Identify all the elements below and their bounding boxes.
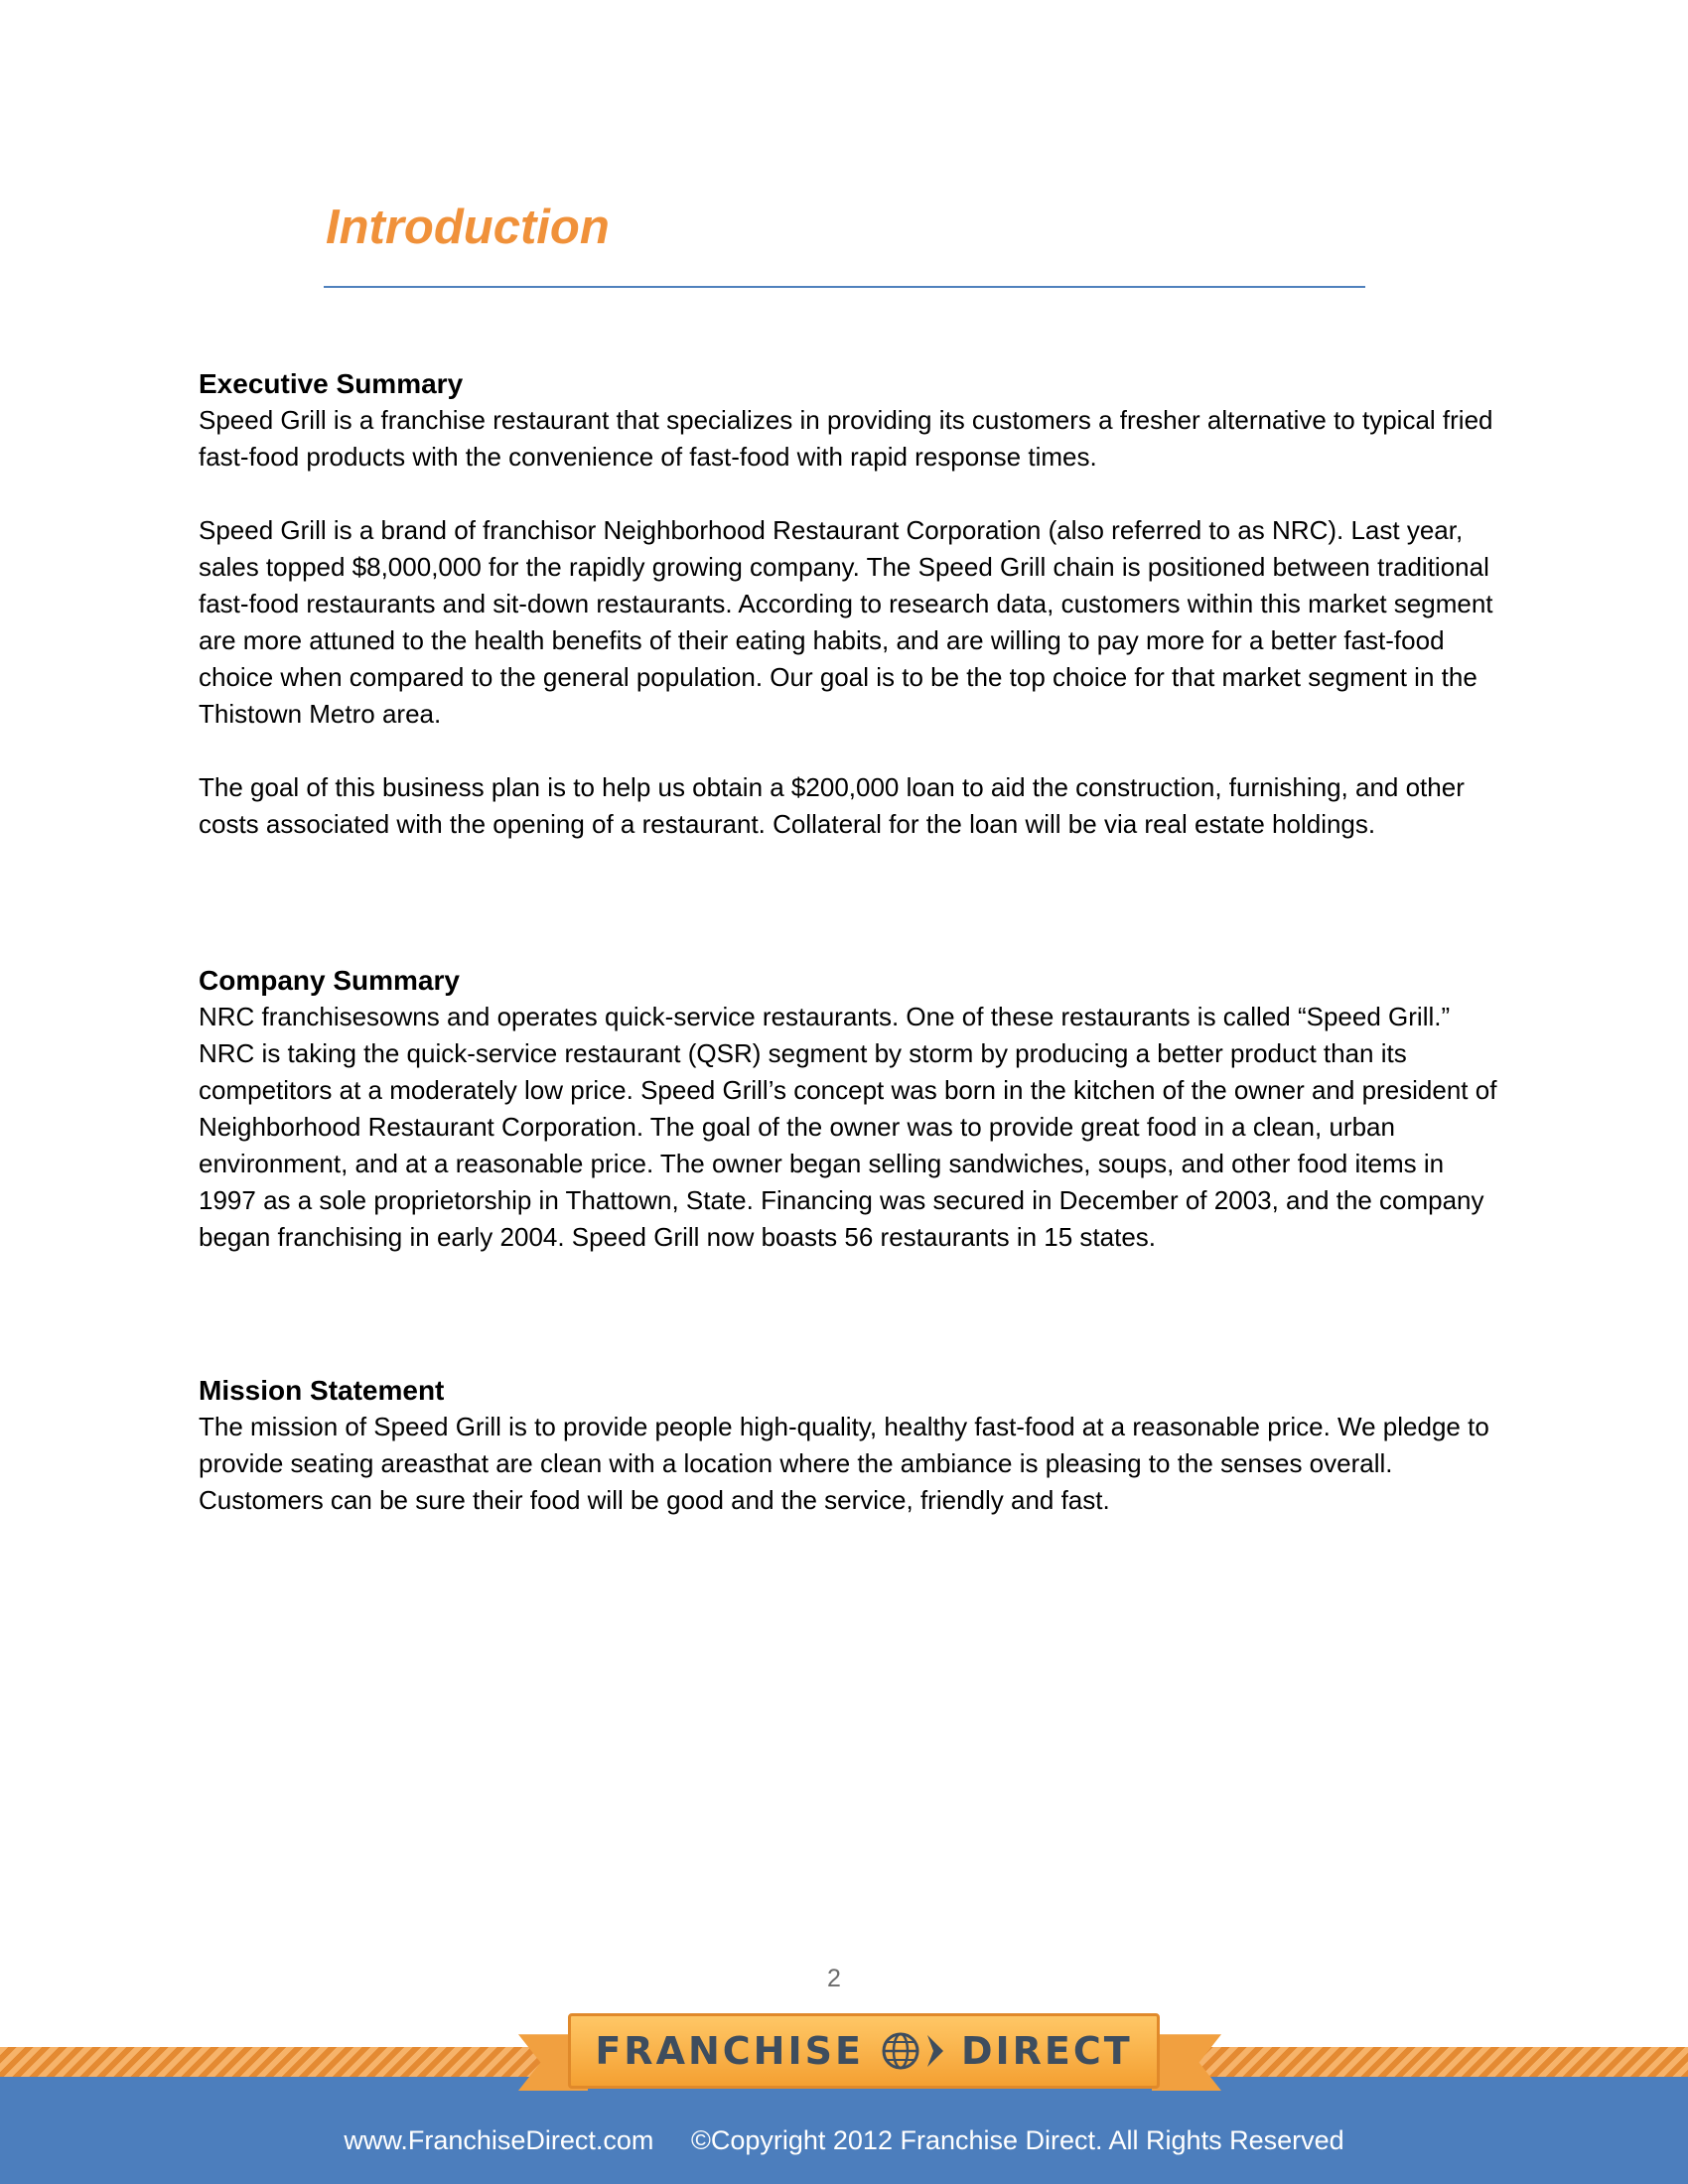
website-link[interactable]: www.FranchiseDirect.com [344, 2125, 654, 2155]
logo-word-franchise: FRANCHISE [595, 2029, 864, 2073]
title-divider [324, 286, 1365, 288]
mission-statement-section [199, 1372, 1499, 1519]
executive-summary-section [199, 365, 1499, 843]
paragraph: The goal of this business plan is to help us obtain a $200,000 loan to aid the construction, furnishing, and other costs associated with the opening of a restaurant. Collateral for the loan will be via real estate holdings. [199, 772, 1465, 839]
copyright-text: ©Copyright 2012 Franchise Direct. All Rights Reserved [690, 2125, 1344, 2155]
paragraph: The mission of Speed Grill is to provide people high-quality, healthy fast-food at a reasonable price. We pledge to provide seating areasthat are clean with a location where the ambiance is pleasing to the senses overall. Customers can be sure their food will be good and the service, friendly and fast. [199, 1412, 1489, 1515]
page-number: 2 [827, 1965, 841, 1992]
section-title: Mission Statement [199, 1375, 445, 1406]
paragraph: NRC franchisesowns and operates quick-service restaurants. One of these restaurants is called “Speed Grill.” NRC is taking the quick-service restaurant (QSR) segment by storm by producing a better product than its competitors at a moderately low price. Speed Grill’s concept was born in the kitchen of the owner and president of Neighborhood Restaurant Corporation. The goal of the owner was to provide great food in a clean, urban environment, and at a reasonable price. The owner began selling sandwiches, soups, and other food items in 1997 as a sole proprietorship in Thattown, State. Financing was secured in December of 2003, and the company began franchising in early 2004. Speed Grill now boasts 56 restaurants in 15 states. [199, 1002, 1497, 1252]
globe-icon [880, 2030, 921, 2072]
paragraph: Speed Grill is a franchise restaurant that specializes in providing its customers a fresher alternative to typical fried fast-food products with the convenience of fast-food with rapid response times. [199, 405, 1493, 472]
footer-text [0, 2125, 1688, 2156]
page-title: Introduction [326, 201, 610, 254]
section-title: Company Summary [199, 965, 460, 996]
franchise-direct-logo [568, 2013, 1160, 2089]
chevron-right-icon [925, 2033, 945, 2069]
section-title: Executive Summary [199, 368, 464, 399]
company-summary-section [199, 962, 1499, 1256]
paragraph: Speed Grill is a brand of franchisor Neighborhood Restaurant Corporation (also referred to as NRC). Last year, sales topped $8,000,000 for the rapidly growing company. The Speed Grill chain is positioned between traditional fast-food restaurants and sit-down restaurants. According to research data, customers within this market segment are more attuned to the health benefits of their eating habits, and are willing to pay more for a better fast-food choice when compared to the general population. Our goal is to be the top choice for that market segment in the Thistown Metro area. [199, 515, 1493, 729]
logo-word-direct: DIRECT [960, 2029, 1133, 2073]
